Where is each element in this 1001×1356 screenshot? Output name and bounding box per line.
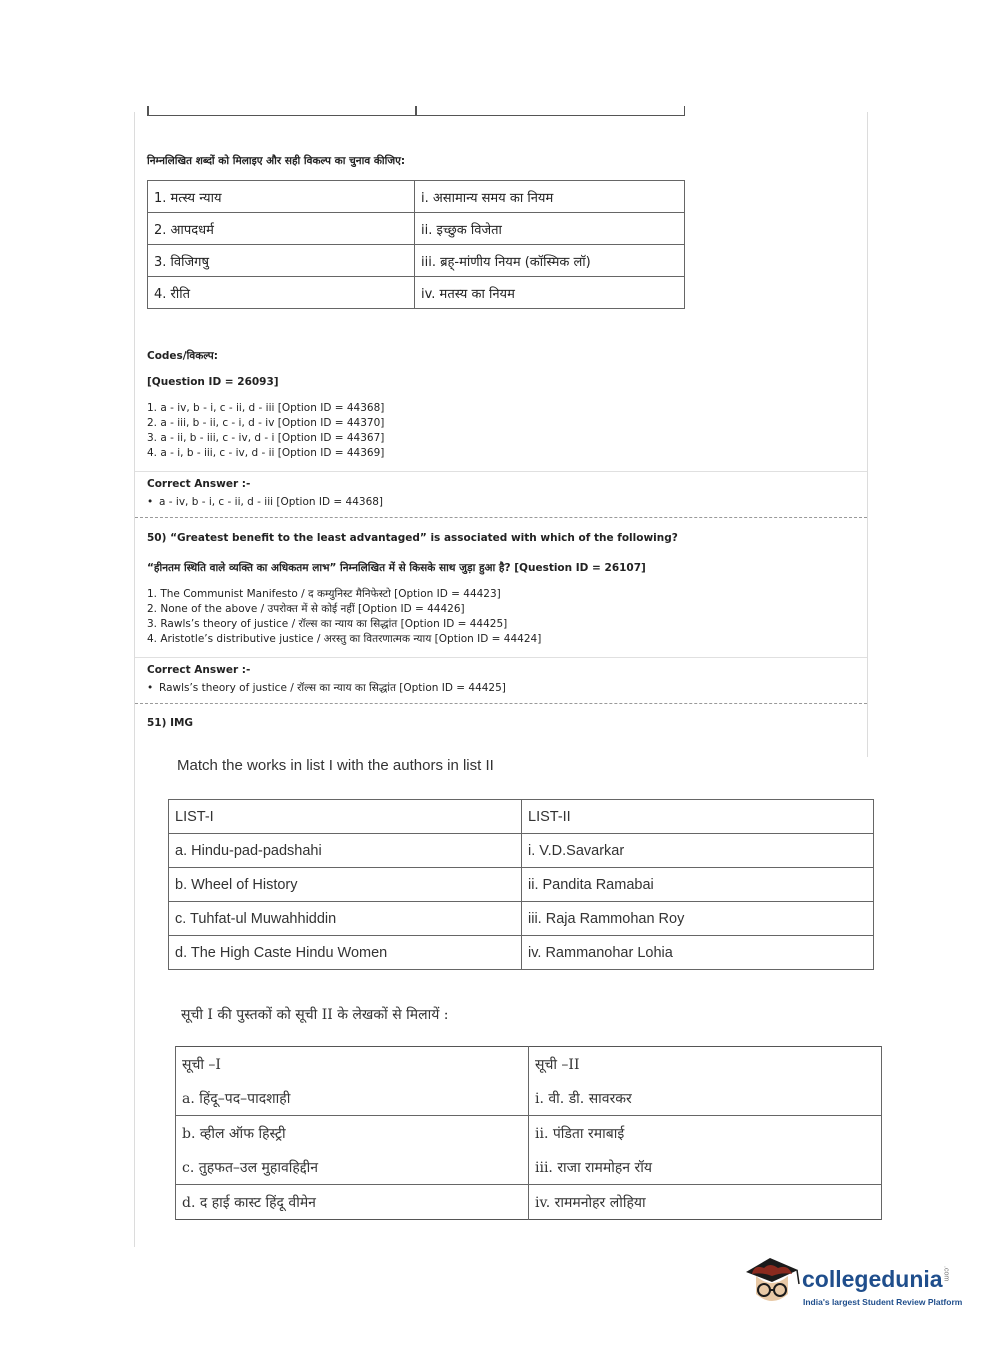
table-cell: iii. राजा राममोहन रॉय (529, 1150, 882, 1185)
correct-answer (147, 681, 506, 696)
table-row (169, 902, 874, 936)
table-row (176, 1185, 882, 1220)
q51-instruction-hi: सूची I की पुस्तकों को सूची II के लेखकों से मिलायें : (181, 1007, 449, 1023)
previous-table-remnant (147, 106, 685, 116)
bullet-icon (147, 496, 159, 508)
correct-answer (147, 495, 383, 510)
table-cell: a. हिंदू–पद–पादशाही (176, 1081, 529, 1116)
correct-answer-text: Rawls’s theory of justice / रॉल्स का न्याय का सिद्धांत [Option ID = 44425] (159, 682, 506, 694)
table-row (148, 277, 685, 309)
table-cell: iv. राममनोहर लोहिया (529, 1185, 882, 1220)
question-separator (135, 703, 867, 704)
table-cell: i. V.D.Savarkar (522, 834, 874, 868)
list-item: 1. The Communist Manifesto / द कम्युनिस्ट मैनिफेस्टो [Option ID = 44423] (147, 588, 501, 600)
correct-answer-label: Correct Answer :- (147, 478, 251, 490)
logo-tagline: India's largest Student Review Platform (803, 1297, 963, 1307)
divider (135, 657, 867, 658)
question-id: [Question ID = 26093] (147, 376, 279, 388)
right-margin-line (867, 112, 868, 757)
logo-name: collegedunia (802, 1266, 943, 1292)
table-cell: d. द हाई कास्ट हिंदू वीमेन (176, 1185, 529, 1220)
table-row (176, 1150, 882, 1185)
q51-header: 51) IMG (147, 717, 194, 729)
q51-english-table (168, 799, 874, 970)
logo-suffix: .com (942, 1266, 950, 1282)
table-cell: a. Hindu-pad-padshahi (169, 834, 522, 868)
left-margin-line (134, 112, 135, 1247)
list-item: 4. a - i, b - iii, c - iv, d - ii [Option ID = 44369] (147, 447, 385, 459)
table-cell: i. असामान्य समय का नियम (415, 181, 685, 213)
table-cell: LIST-I (169, 800, 522, 834)
table-cell: 1. मत्स्य न्याय (148, 181, 415, 213)
table-row (169, 936, 874, 970)
table-row (169, 800, 874, 834)
table-cell: b. Wheel of History (169, 868, 522, 902)
correct-answer-text: a - iv, b - i, c - ii, d - iii [Option ID = 44368] (159, 496, 384, 508)
correct-answer-label: Correct Answer :- (147, 664, 251, 676)
q50-question-en: 50) “Greatest benefit to the least advantaged” is associated with which of the following? (147, 532, 678, 544)
table-cell: ii. पंडिता रमाबाई (529, 1116, 882, 1151)
collegedunia-logo (742, 1250, 972, 1312)
table-cell: 3. विजिगषु (148, 245, 415, 277)
table-cell: ii. इच्छुक विजेता (415, 213, 685, 245)
q49-match-table (147, 180, 685, 309)
table-cell: ii. Pandita Ramabai (522, 868, 874, 902)
q49-instruction: निम्नलिखित शब्दों को मिलाइए और सही विकल्प का चुनाव कीजिए: (147, 155, 406, 167)
list-item: 1. a - iv, b - i, c - ii, d - iii [Option ID = 44368] (147, 402, 385, 414)
table-cell: b. व्हील ऑफ हिस्ट्री (176, 1116, 529, 1151)
table-cell: iv. Rammanohar Lohia (522, 936, 874, 970)
q50-question-hi: “हीनतम स्थिति वाले व्यक्ति का अधिकतम लाभ” निम्नलिखित में से किसके साथ जुड़ा हुआ है? [Question ID = 26107] (147, 562, 646, 574)
list-item: 3. Rawls’s theory of justice / रॉल्स का न्याय का सिद्धांत [Option ID = 44425] (147, 618, 508, 630)
table-row (176, 1116, 882, 1151)
table-cell: 4. रीति (148, 277, 415, 309)
q51-instruction-en: Match the works in list I with the authors in list II (177, 757, 494, 774)
table-cell: iii. ब्रह्-मांणीय नियम (कॉस्मिक लॉ) (415, 245, 685, 277)
mascot-icon (742, 1250, 802, 1312)
table-cell: सूची –I (176, 1047, 529, 1082)
table-cell: c. Tuhfat-ul Muwahhiddin (169, 902, 522, 936)
table-cell: iv. मतस्य का नियम (415, 277, 685, 309)
options-list (147, 587, 541, 647)
table-row (148, 245, 685, 277)
list-item: 4. Aristotle’s distributive justice / अरस्तु का वितरणात्मक न्याय [Option ID = 44424] (147, 633, 542, 645)
table-row (169, 868, 874, 902)
bullet-icon (147, 682, 159, 694)
table-row (148, 213, 685, 245)
table-row (148, 181, 685, 213)
logo-wordmark (802, 1266, 950, 1293)
list-item: 2. a - iii, b - ii, c - i, d - iv [Option ID = 44370] (147, 417, 385, 429)
options-list (147, 401, 384, 461)
question-separator (135, 517, 867, 518)
codes-label: Codes/विकल्प: (147, 350, 218, 362)
table-row (176, 1047, 882, 1082)
table-cell: c. तुहफत–उल मुहावहिद्दीन (176, 1150, 529, 1185)
table-cell: i. वी. डी. सावरकर (529, 1081, 882, 1116)
table-cell: LIST-II (522, 800, 874, 834)
list-item: 3. a - ii, b - iii, c - iv, d - i [Option ID = 44367] (147, 432, 385, 444)
divider (135, 471, 867, 472)
table-cell: सूची –II (529, 1047, 882, 1082)
table-row (176, 1081, 882, 1116)
table-cell: d. The High Caste Hindu Women (169, 936, 522, 970)
table-cell: 2. आपदधर्म (148, 213, 415, 245)
q51-hindi-table (175, 1046, 882, 1220)
table-row (169, 834, 874, 868)
table-cell: iii. Raja Rammohan Roy (522, 902, 874, 936)
list-item: 2. None of the above / उपरोक्त में से कोई नहीं [Option ID = 44426] (147, 603, 465, 615)
